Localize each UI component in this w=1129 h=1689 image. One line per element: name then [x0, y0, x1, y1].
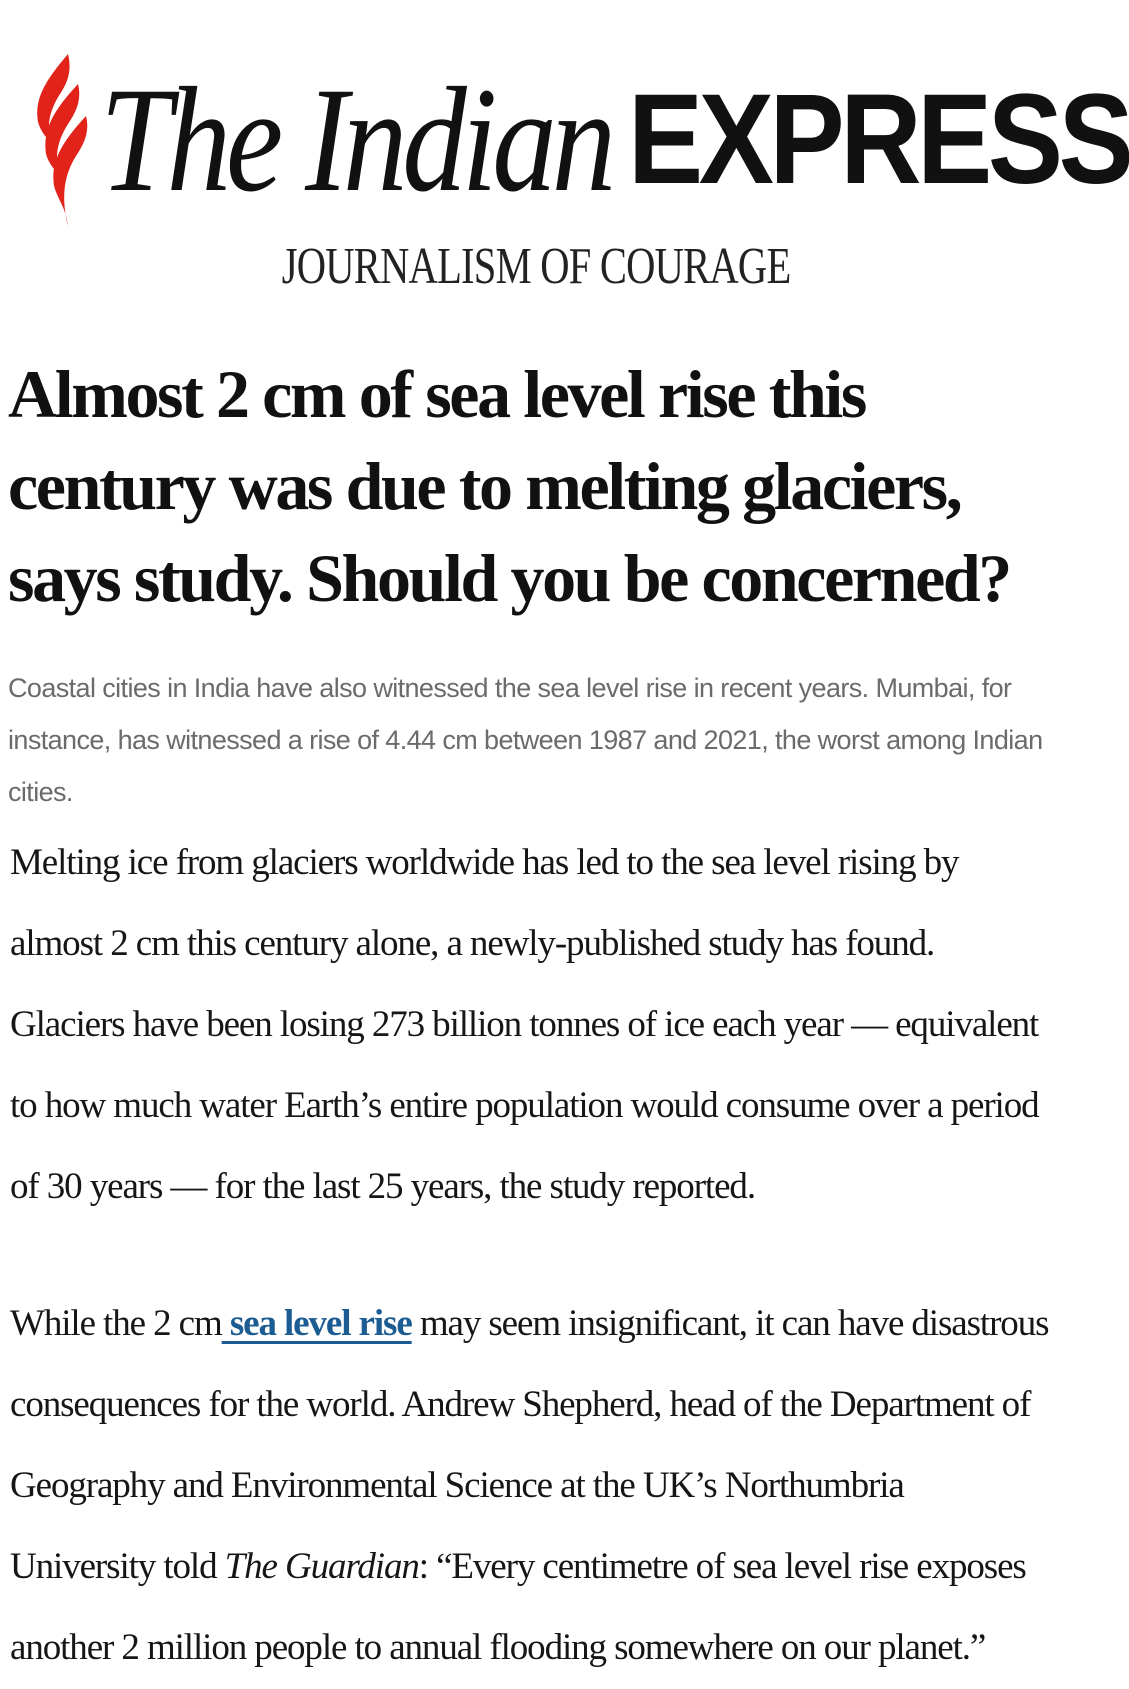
article-paragraph-1: Melting ice from glaciers worldwide has led to the sea level rising by almost 2 cm this century alone, a newly-published study has found. Glaciers have been losing 273 billion tonnes of ice each year — equivalent to how much water Earth’s entire population would consume over a period of 30 years — for the last 25 years, the study reported. [10, 842, 1039, 1207]
brand-name-part2: EXPRESS [628, 68, 1129, 211]
article-standfirst: Coastal cities in India have also witnessed the sea level rise in recent years. Mumbai, for instance, has witnessed a rise of 4.44 cm between 1987 and 2021, the worst among Indian cities. [8, 673, 1043, 807]
article-headline: Almost 2 cm of sea level rise this century was due to melting glaciers, says study. Should you be concerned? [8, 356, 1010, 616]
tagline-text: JOURNALISM OF COURAGE [282, 238, 791, 295]
paragraph-2-text-b: may seem insignificant, it can have disastrous consequences for the world. Andrew Shepherd, head of the Department of Geography and Environmental Science at the UK’s Northumbria University told [10, 1303, 1049, 1587]
sea-level-rise-link[interactable]: sea level rise [221, 1303, 412, 1344]
flame-logo-icon[interactable] [16, 50, 96, 230]
masthead [0, 40, 1129, 310]
tagline [0, 235, 1073, 299]
article-paragraph-2 [10, 1283, 1055, 1688]
paragraph-2-text-a: While the 2 cm [10, 1303, 222, 1344]
brand-name-part1: The Indian [100, 57, 611, 223]
paragraph-2-text-c: : “Every centimetre of sea level rise exposes another 2 million people to annual flooding somewhere on our planet.” [10, 1546, 1026, 1668]
publication-name-italic: The Guardian [224, 1546, 419, 1587]
